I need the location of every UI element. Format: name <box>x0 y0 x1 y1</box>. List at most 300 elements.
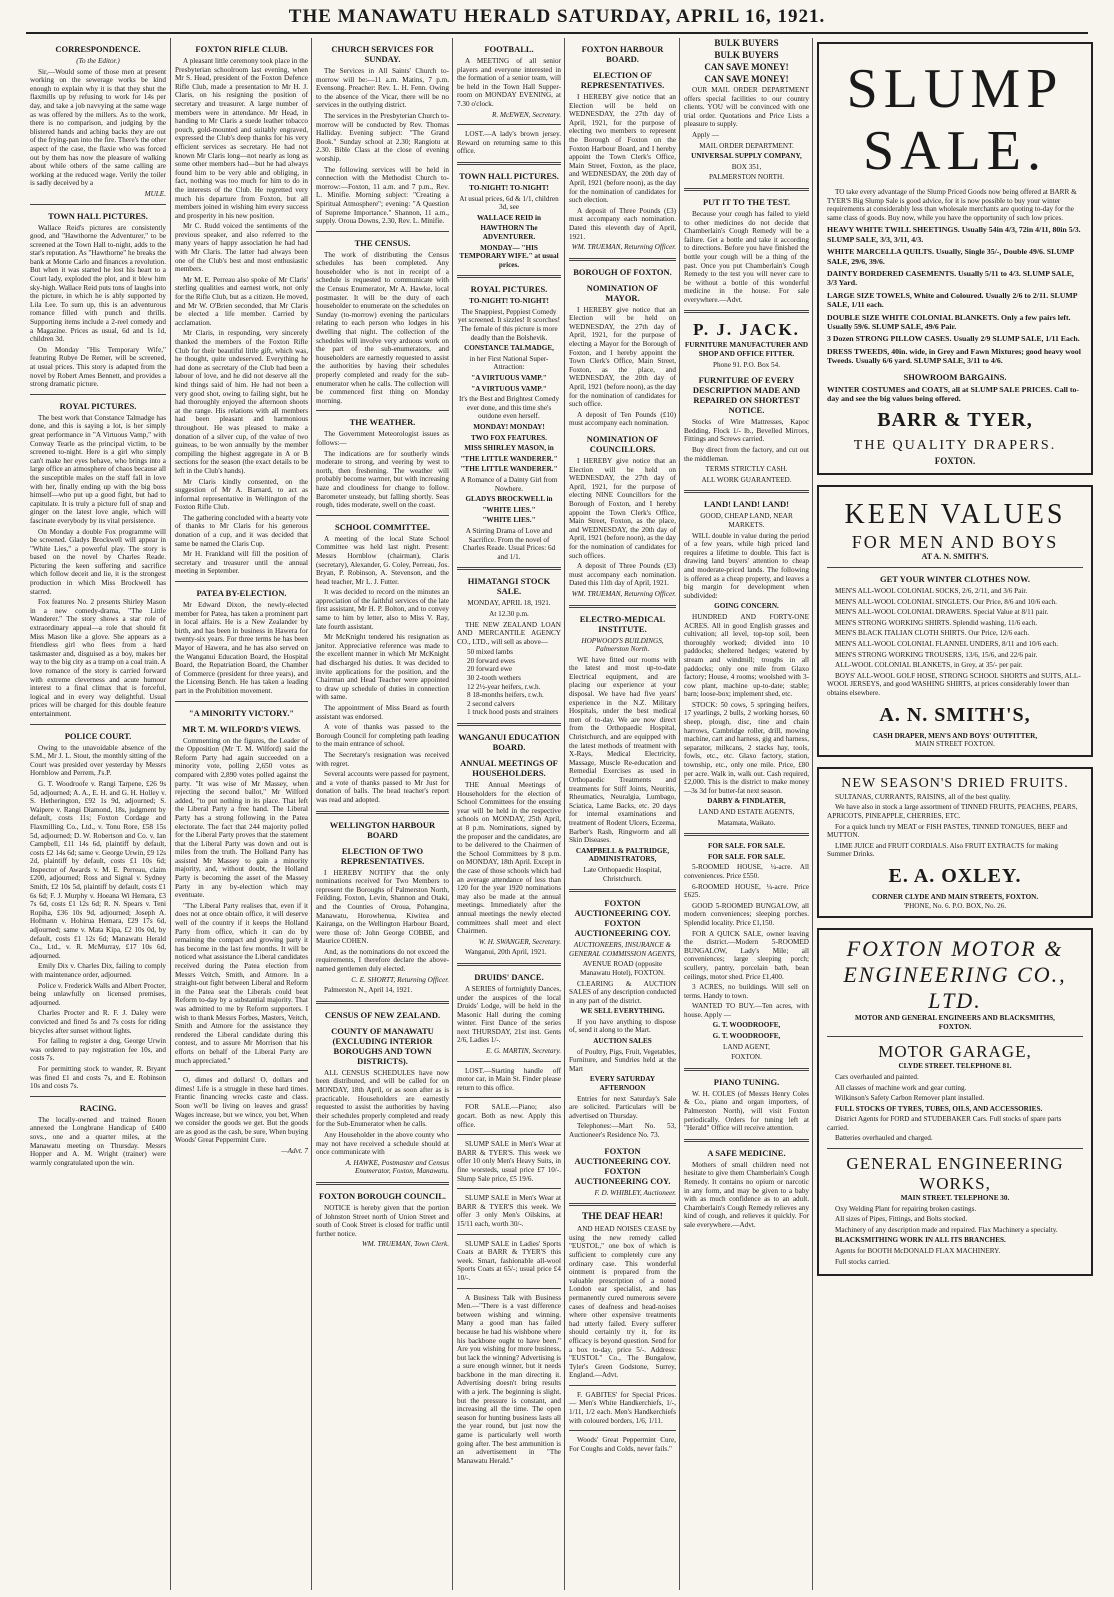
ad-line: GOING CONCERN. <box>714 602 779 611</box>
article-paragraph: The best work that Constance Talmadge has done, and this is saying a lot, is her simply great performance in "A Virtuous Vamp," with Conway Tearle as the principal victim, to be screened to-night. Here is a girl who simply can't make her eyes behave, who brings into a large office an atmosphere of chaos because all the susceptible males on the staff fall in love with her, finally ending up with the big boss himself—who put up a good fight, but had to capitulate. It is truly a picture full of snap and ginger on the latest love angle, which will fascinate everybody by its vital persistence. <box>30 413 166 525</box>
ad-item: BOYS' ALL-WOOL GOLF HOSE, STRONG SCHOOL SHORTS and SUITS, ALL-WOOL JERSEYS, and good WASHING SHIRTS, at prices considerably lower than obtains elsewhere. <box>827 671 1081 697</box>
divider <box>684 833 809 836</box>
notice-paragraph: GOOD 5-ROOMED BUNGALOW, all modern conveniences; sleeping porches. Splendid locality. Price £1,150. <box>684 901 809 927</box>
heading-druids-dance: DRUIDS' DANCE. <box>474 971 544 982</box>
ad-item: We have also in stock a large assortment of TINNED FRUITS, PEACHES, PEARS, APRICOTS, PINEAPPLE, CHERRIES, ETC. <box>827 803 1078 820</box>
notice-paragraph: LOST.—Starting handle off motor car, in Main St. Finder please return to this office. <box>457 1066 561 1092</box>
dried-fruits-title: NEW SEASON'S DRIED FRUITS. <box>841 775 1069 791</box>
ad-line: A Stirring Drama of Love and Sacrifice. From the novel of Charles Reade. Usual Prices: 6d and 1/1. <box>462 526 556 561</box>
notice-paragraph: Wanganui, 20th April, 1921. <box>465 948 547 957</box>
foxton-motor-title: FOXTON MOTOR & ENGINEERING CO., LTD. <box>843 936 1067 1014</box>
article-paragraph: Fox features No. 2 presents Shirley Mason in a new comedy-drama, "The Little Wanderer." The story shows a star role of extraordinary appeal—a role that should fit Miss Mason like a glove. She appears as a friendless girl who flees from a hard taskmaster and, disguised as a boy, makes her way to the big city as a tramp on a coal train. A love romance of the story is carried forward with extreme cleverness and acute humour interest to a final climax that is forceful, logical and in every way delightful. Usual prices will be charged for this double feature entertainment. <box>30 598 166 718</box>
column-3 <box>311 38 453 1590</box>
divider <box>175 581 308 582</box>
signature: WM. TRUEMAN, Returning Officer. <box>571 589 676 598</box>
article-paragraph: Commenting on the figures, the Leader of the Opposition (Mr T. M. Wilford) said the Reform Party had again succeeded on a minority vote, polling 2,650 votes as compared with 2,890 votes polled against the party. "It was wise of Mr Massey, when rejecting the second ballot," Mr Wilford added, "to put nothing in its place. That left the Liberal Party a free hand. The Liberal Party has a strong following in the Patea electorate. The fact that 244 majority polled for the Liberal Party proves that the statement that the Liberal Party was down and out is miles from the truth. The Holland Party has assisted Mr Massey to gain a minority majority, and, without doubt, the Holland Party is becoming the asset of the Massey Party in any by-election which may eventuate. <box>175 736 308 900</box>
divider <box>457 723 561 726</box>
article-paragraph: For permitting stock to wander, R. Bryant was fined £1 and costs 7s, and E. Robinson 10s and costs 7s. <box>30 1064 166 1091</box>
keen-values-at: AT A. N. SMITH'S. <box>921 552 989 562</box>
ad-item: Wilkinson's Safety Carbon Remover plant installed. <box>835 1094 985 1103</box>
heading-borough: BOROUGH OF FOXTON. <box>573 266 672 277</box>
ad-line: TERMS STRICTLY CASH. <box>705 465 788 474</box>
ad-line: WE SELL EVERYTHING. <box>580 1007 665 1016</box>
ad-line: MISS SHIRLEY MASON, in <box>464 444 554 453</box>
ad-item: Cars overhauled and painted. <box>835 1072 919 1081</box>
divider <box>684 1068 809 1071</box>
divider <box>457 1234 561 1235</box>
heading-correspondence: CORRESPONDENCE. <box>55 44 141 54</box>
heading-councillors: NOMINATION OF COUNCILLORS. <box>586 434 659 454</box>
notice-paragraph: THE Annual Meetings of Householders for the election of School Committees for the ensuing year will be held in the respective schools on MONDAY, 25th April, at 8 p.m. Nominations, signed by the proposer and the candidates, are to be delivered to the Chairmen of the School Committees by 8 p.m. on MONDAY, 18th April. Except in the case of those schools which had an average attendance of less than 120 for the year 1920 nominations may also be made at the annual meetings. Immediately after the annual meetings the newly elected committees shall meet and elect Chairmen. <box>457 781 561 936</box>
article-paragraph: The services in the Presbyterian Church to-morrow will be conducted by Rev. Thomas Halliday. Evening subject: "The Grand Book." Sunday school at 2.30; Rangiotu at 2.30. Bible Class at the close of evening worship. <box>316 111 449 163</box>
ad-item: ALL-WOOL COLONIAL BLANKETS, in Grey, at 35/- per pair. <box>835 661 1023 670</box>
notice-paragraph: CLEARING & AUCTION SALES of any description conducted in any part of the district. <box>569 979 676 1005</box>
ad-item: WINTER COSTUMES and COATS, all at SLUMP SALE PRICES. Call to-day and see the big values being offered. <box>827 384 1079 404</box>
article-paragraph: On Monday "His Temporary Wife," featuring Rubye De Remer, will be screened, at usual prices. This story is adapted from the novel by Robert Ames Bennett, and provides a strong dramatic picture. <box>30 345 166 389</box>
heading-wellington-harbour: WELLINGTON HARBOUR BOARD <box>329 819 436 840</box>
ad-item: DOUBLE SIZE WHITE COLONIAL BLANKETS. Only a few pairs left. Usually 59/6. SLUMP SALE, 49/6 Pair. <box>827 312 1071 332</box>
ad-line: TWO FOX FEATURES. <box>471 433 547 442</box>
ad-slump-sale <box>817 42 1093 475</box>
ad-line: WALLACE REID in <box>477 213 541 222</box>
ad-line: BULK BUYERS <box>714 38 779 48</box>
ad-line: CAN SAVE MONEY! <box>704 74 789 84</box>
general-engineering-title: GENERAL ENGINEERING WORKS, <box>846 1154 1064 1194</box>
divider <box>457 1188 561 1189</box>
heading-election-reps: ELECTION OF TWO REPRESENTATIVES. <box>340 845 425 866</box>
ad-item: MEN'S ALL-WOOL COLONIAL SINGLETS. Our Price, 8/6 and 10/6 each. <box>835 597 1057 606</box>
ad-line: "A VIRTUOUS VAMP." <box>471 384 547 393</box>
heading-furniture: FURNITURE OF EVERY DESCRIPTION MADE AND REPAIRED ON SHORTEST NOTICE. <box>692 375 801 416</box>
notice-paragraph: I HEREBY give notice that an Election will be held on WEDNESDAY, the 27th day of April, 1921, for the purpose of electing NINE Councillors for the Borough of Foxton, and I hereby appoint the Town Clerk's Office, Main Street, Foxton, as the place, and WEDNESDAY, the 20th day of April, 1921 (before noon), as the day for the nomination of candidates for such offices. <box>569 457 676 560</box>
signature: —Advt. 7 <box>281 1146 308 1155</box>
article-paragraph: G. T. Woodroofe v. Rangi Tarpene, £26 9s 5d, adjourned; A. A., E. H. and G. H. Holley v. S. Hetherington, £92 1s 9d, adjourned; S. Waipere v. Rangi Diamond, 18s, judgment by default, costs 11s; Foxton Cordage and Flaxmilling Co., Ltd., v. Tonu Rore, £58 15s 5d, adjourned; D. W. Robertson and Co. v. Ian Campbell, £11 14s 6d, plaintiff by default, costs £2 14s 6d; same v. George Urwin, £9 12s 2d, plaintiff by default, costs £1 10s 6d; Inspector of Awards v. M. E. Perreau, claim £200, adjourned; Ross and Signal v. Sydney Smith, £2 10s 5d, plaintiff by default, costs £1 6s 6d; F. J. Murphy v. Hoeana Wi Hemara, £3 7s 6d, costs £1 12s 6d; R. N. Spears v. Teni Ropiha, £36 10s 9d, adjourned; Joseph A. Hofmann v. Hohirua Hemara, £29 17s 6d, adjourned; same v. Mata Kipa, £2 10s 0d, by default, costs £1 12s 6d; Manawatu Herald Co., Ltd., v. R. McMurray, £17 10s 6d, adjourned. <box>30 779 166 960</box>
ad-line: TO-NIGHT! TO-NIGHT! <box>469 297 549 306</box>
ad-item: LIME JUICE and FRUIT CORDIALS. Also FRUIT EXTRACTS for making Summer Drinks. <box>827 841 1058 859</box>
ad-line: ALL WORK GUARANTEED. <box>701 475 792 484</box>
ad-foxton-motor <box>817 928 1093 1276</box>
ad-item: DRESS TWEEDS, 40in. wide, in Grey and Fawn Mixtures; good heavy wool Tweeds. Usually 6/6 yard. SLUMP SALE, 3/11 to 4/6. <box>827 346 1081 366</box>
ad-item: MEN'S ALL-WOOL COLONIAL DRAWERS. Special Value at 8/11 pair. <box>835 608 1049 617</box>
ad-line: MAIN STREET. TELEPHONE 30. <box>900 1194 1010 1203</box>
firm-tagline: THE QUALITY DRAPERS. <box>853 438 1057 454</box>
masthead: THE MANAWATU HERALD SATURDAY, APRIL 16, 1921. <box>288 6 826 27</box>
notice-paragraph: SLUMP SALE in Men's Wear at BARR & TYER'S. This week we offer 10 only Men's Heavy Suits, in fine worsteds, usual price £7 10/-. Slump Sale price, £5 19/6. <box>457 1140 561 1183</box>
divider <box>684 188 809 191</box>
ad-line: "THE LITTLE WANDERER." <box>460 454 558 463</box>
divider <box>569 605 676 608</box>
subheading: (To the Editor.) <box>76 57 120 65</box>
heading-election-reps: ELECTION OF REPRESENTATIVES. <box>580 70 665 90</box>
article-paragraph: Mr Edward Dixon, the newly-elected member for Patea, has taken a prominent part in local affairs. He is a New Zealander by birth, and has been in business in Hawera for twenty-six years. For three terms he has been Mayor of Hawera, and he has also served on the Wanganui Education Board, the Hospital Board, the Repatriation Board, the Chamber of Commerce (president for three years), and the Licensing Bench. He has taken a leading part in the Prohibition movement. <box>175 601 308 695</box>
divider <box>316 515 449 516</box>
heading-education-board: WANGANUI EDUCATION BOARD. <box>458 732 560 753</box>
heading-town-hall-ad: TOWN HALL PICTURES. <box>459 170 559 181</box>
divider <box>569 1430 676 1431</box>
notice-paragraph: STOCK: 50 cows, 5 springing heifers, 17 yearlings, 2 bulls, 2 working horses, 60 sheep, plough, disc, tine and chain harrows, Cambridge roller, drill, mowing machine, cart and harness, gig and harness, separator, milkcans, 2 stacks hay, tools, fowls, etc., etc. Glaxo factory, station, township, etc., only one mile. Price, £80 per acre. Walk in, walk out. Cash required, £2,000. This is the district to make money —3s 3d for butter-fat next season. <box>684 700 809 795</box>
notice-paragraph: FOR A QUICK SALE, owner leaving the district.—Modern 5-ROOMED BUNGALOW, Lady's Mile; all conveniences; large sleeping porch; scullery, pantry, porcelain bath, bean ceilings, motor shed. Price £1,400. <box>684 929 809 981</box>
heading-put-to-test: PUT IT TO THE TEST. <box>702 196 791 207</box>
column-2 <box>170 38 312 1590</box>
notice-paragraph: Palmerston N., April 14, 1921. <box>324 986 413 995</box>
article-paragraph: "The Liberal Party realises that, even if it does not at once obtain office, it will deserve well of the country if it keeps the Holland Party from office, which it can do by remaining the compact and growing party it has become in the last few months. It will be noticed what assistance the Liberal candidates received during the Patea election from Messrs Veitch, Smith, and Atmore. In a straight-out fight between Liberal and Reform in the Patea seat the Liberals could beat Reform to-day by a substantial majority. That was admitted to me by Reform supporters. I wish to thank Messrs Forbes, Masters, Veitch, Smith and Atmore for the assistance they rendered the Liberal candidate during this contest, and to assure Mr Morrison that his efforts on behalf of the Liberal Party are much appreciated." <box>175 901 308 1065</box>
ad-line: FOR SALE. FOR SALE. <box>708 852 785 861</box>
notice-paragraph: Because your cough has failed to yield to other medicines do not decide that Chamberlain's Cough Remedy will be a failure. Get a bottle and take it according to directions. Before you have finished the bottle your cough will be a thing of the past. Once you put Chamberlain's Cough Remedy to the test you will never care to be without a bottle of this wonderful medicine in the house. For sale everywhere.—Advt. <box>684 209 809 304</box>
notice-paragraph: 3 ACRES, no buildings. Will sell on terms. Handy to town. <box>684 983 809 1000</box>
ad-dried-fruits <box>817 767 1093 918</box>
article-paragraph: Police v. Frederick Walls and Albert Procter, being unlawfully on licensed premises, adjourned. <box>30 981 166 1007</box>
notice-paragraph: Stocks of Wire Mattresses, Kapoc Bedding, Flock 1/- lb., Bevelled Mirrors, Fittings and Screws carried. <box>684 418 809 444</box>
article-paragraph: On Monday a double Fox programme will be screened. Gladys Brockwell will appear in "White Lies," a powerful play. The story is based on the novel by Charles Reade. Picturing the keen suffering and sacrifice which follow deceit and lie, it is the strongest production in which Miss Brockwell has starred. <box>30 527 166 596</box>
ad-line: FOXTON. <box>731 1053 762 1062</box>
divider <box>457 567 561 570</box>
ad-item: MEN'S ALL-WOOL COLONIAL SOCKS, 2/6, 2/11, and 3/6 Pair. <box>835 587 1028 596</box>
firm-oxley: E. A. OXLEY. <box>888 864 1022 887</box>
keen-values-sub: FOR MEN AND BOYS <box>851 532 1059 553</box>
ad-item: FULL STOCKS OF TYRES, TUBES, OILS, AND ACCESSORIES. <box>835 1104 1043 1113</box>
notice-paragraph: THE NEW ZEALAND LOAN AND MERCANTILE AGENCY CO., LTD., will sell as above— <box>457 620 561 646</box>
divider <box>569 258 676 261</box>
ad-line: At usual prices, 6d & 1/1, children 3d, see <box>459 194 559 212</box>
ad-item: Full stocks carried. <box>835 1257 890 1266</box>
ad-line: "WHITE LIES." <box>482 505 536 514</box>
signature: MULE. <box>144 189 166 198</box>
notice-paragraph: of Poultry, Pigs, Fruit, Vegetables, Furniture, and Sundries held at the Mart <box>569 1047 676 1073</box>
article-paragraph: The Government Meteorologist issues as follows:— <box>316 430 449 447</box>
notice-paragraph: I HEREBY give notice that an Election will be held on WEDNESDAY, the 27th day of April, 1921, for the purpose of electing a Mayor for the Borough of Foxton, and I hereby appoint the Town Clerk's Office, Main Street, Foxton, as the place, and WEDNESDAY, the 20th day of April, 1921 (before noon), as the day for the nomination of candidates for such office. <box>569 305 676 409</box>
heading-safe-medicine: A SAFE MEDICINE. <box>707 1147 786 1158</box>
keen-values-title: KEEN VALUES <box>844 499 1066 531</box>
ad-line: MONDAY, APRIL 18, 1921. <box>467 599 551 608</box>
masthead-rule <box>26 32 1088 34</box>
ad-line: PALMERSTON NORTH. <box>708 173 785 182</box>
stock-list: 50 mixed lambs 20 forward ewes 20 forward ewe 30 2-tooth wethers 12 2½-year heifers, r.w.h. 8 18-months heifers, r.w.h. 2 second calvers 1 truck hood posts and strainers <box>467 648 559 717</box>
heading-minority-victory: "A MINORITY VICTORY." <box>188 707 295 718</box>
heading-showroom: SHOWROOM BARGAINS. <box>903 371 1007 382</box>
ad-item: 3 Dozen STRONG PILLOW CASES. Usually 2/9 SLUMP SALE, 1/11 Each. <box>827 334 1080 344</box>
ad-line: CLYDE STREET. TELEPHONE 81. <box>898 1062 1012 1071</box>
divider <box>569 889 676 892</box>
article-paragraph: A vote of thanks was passed to the Borough Council for completing path leading to the main entrance of school. <box>316 723 449 749</box>
ad-line: FOR SALE. FOR SALE. <box>708 842 785 851</box>
article-paragraph: It was decided to record on the minutes an appreciation of the faithful services of the late first assistant, Mr H. P. Bolton, and to convey same to him by letter, also to Miss V. Ray, late fourth assistant. <box>316 588 449 631</box>
heading-football: FOOTBALL. <box>484 44 534 54</box>
article-paragraph: The following services will be held in connection with the Methodist Church to-morrow:—Foxton, 11 a.m. and 7 p.m., Rev. L. Minifie. Morning subject: "Creating a Spiritual Atmosphere"; evening: "A Question of Supreme Importance." Shannon, 11 a.m., supply. Oroua Downs, 2.30, Rev. L. Minifie. <box>316 165 449 226</box>
divider <box>827 1148 1083 1149</box>
ad-item: MEN'S STRONG WORKING TROUSERS, 13/6, 15/6, and 22/6 pair. <box>835 650 1038 659</box>
article-paragraph: Mr Claris, in responding, very sincerely thanked the members of the Foxton Rifle Club for their beautiful little gift, which was, he thought, quite undeserved. Everything he had done as secretary of the Club had been a labour of love, and he did not deserve all the kind things said of him. He had not been a very good shot, owing to failing sight, but he had thoroughly enjoyed the afternoon shoots at the range. His relations with all members had been pleasant and harmonious throughout. He was pleased to make a donation of a silver cup, of the value of two guineas, to be won annually by the member compiling the highest aggregate in A or B sections for the season (the exact details to be left in the Club's hands). <box>175 329 308 475</box>
divider <box>827 567 1083 568</box>
ad-item: BLACKSMITHING WORK IN ALL ITS BRANCHES. <box>835 1236 1006 1245</box>
heading-school-committee: SCHOOL COMMITTEE. <box>335 521 430 532</box>
divider <box>457 1061 561 1062</box>
article-paragraph: A pleasant little ceremony took place in the Presbyterian schoolroom last evening, when Mr S. Head, president of the Foxton Defence Rifle Club, made a presentation to Mr H. J. Claris, on his resigning the position of secretary and treasurer. A large number of members were in attendance. Mr Head, in handing to Mr Claris a suede leather tobacco pouch, gold-mounted and suitably engraved, expressed the Club's deep thanks for his very efficient services as secretary. He had not known Mr Claris long—not nearly as long as some other members had—but he had always found him to be very able and obliging, in fact, nothing was too much for him to do in the interests of the Club. He regretted very much his departure from Foxton, but all members joined in wishing him every success and prosperity in his new position. <box>175 57 308 220</box>
article-paragraph: Mr H. Frankland will fill the position of secretary and treasurer until the annual meeting in September. <box>175 550 308 576</box>
divider <box>30 204 166 205</box>
ad-line: MONDAY! MONDAY! <box>473 423 545 431</box>
notice-paragraph: 6-ROOMED HOUSE, ¼-acre. Price £625. <box>684 882 809 900</box>
notice-paragraph: 5-ROOMED HOUSE, ¼-acre. All conveniences. Price £550. <box>684 863 809 880</box>
heading-patea: PATEA BY-ELECTION. <box>196 588 287 599</box>
article-paragraph: Mr McKnight tendered his resignation as janitor. Appreciative reference was made to the excellent manner in which Mr McKnight had discharged his duties. It was decided to invite applications for the position, and the Chairman and Head Teacher were appointed to draw up schedule of duties in connection with same. <box>316 633 449 702</box>
notice-paragraph: A deposit of Three Pounds (£3) must accompany each nomination. Dated this eleventh day of April, 1921. <box>569 206 676 241</box>
notice-paragraph: And, as the nominations do not exceed the requirements, I therefore declare the above-named gentlemen duly elected. <box>316 947 449 974</box>
notice-paragraph: I HEREBY NOTIFY that the only nominations received for Two Members to represent the Boroughs of Palmerston North, Feilding, Foxton, Levin, Shannon and Otaki, and the Counties of Oroua, Pohangina, Manawatu, Horowhenua, Kiwitea and Kairanga, on the Wellington Harbour Board, were those of: John George COBBE, and Maurice COHEN. <box>316 868 449 946</box>
advert-verse: O, dimes and dollars! O, dollars and dimes! Life is a struggle in these hard times. Frantic financing wrecks caste and class. Soon we'll be living on leaves and grass! Wages increase, but we wince, you bet, When we consider the goods we get. But the goods are as good as the cash, be sure, When buying Woods' Great Peppermint Cure. <box>175 1076 308 1145</box>
ad-line: LAND AGENT, <box>723 1042 770 1051</box>
notice-paragraph: Buy direct from the factory, and cut out the middleman. <box>684 446 809 463</box>
notice-paragraph: WE have fitted our rooms with the latest and most up-to-date Electrical equipment, and are placing our experience at your disposal. We have had five years' experience in the N.Z. Military Hospitals, under the best medical men of to-day. We are now direct from the Orthopaedic Hospital, Christchurch, and are equipped with the latest methods of treatment with X-Rays, Medical Electricity, Massage, Muscle Re-education and Remedial Exercises as used in Orthopaedic Treatments and treatments for Stiff Joints, Neuritis, Rheumatics, Neuralgia, Lumbago, Sciatica, Lame Backs, etc. 20 days for internal examinations and treatment of Rodent Ulcers, Eczema, Barber's Rash, Ringworm and all Skin Diseases. <box>569 655 676 845</box>
ad-item: Machinery of any description made and repaired. Flax Machinery a specialty. <box>835 1225 1058 1234</box>
notice-paragraph: WANTED TO BUY.—Ten acres, with house. Apply — <box>684 1002 809 1019</box>
heading-rifle-club: FOXTON RIFLE CLUB. <box>195 44 288 54</box>
firm-tagline: CASH DRAPER, MEN'S AND BOYS' OUTFITTER, <box>872 731 1038 740</box>
ad-line: MAIL ORDER DEPARTMENT. <box>699 141 794 150</box>
heading-royal-ad: ROYAL PICTURES. <box>470 284 548 295</box>
heading-census: THE CENSUS. <box>354 237 411 248</box>
article-paragraph: The gathering concluded with a hearty vote of thanks to Mr Claris for his generous donation of a cup, and it was decided that same be named the Claris Cup. <box>175 513 308 548</box>
ad-line: Phone 91. P.O. Box 54. <box>712 360 781 369</box>
divider <box>684 1139 809 1142</box>
ad-line: TO-NIGHT! TO-NIGHT! <box>469 183 549 192</box>
ad-line: CAN SAVE MONEY! <box>704 62 789 72</box>
ad-item: Batteries overhauled and charged. <box>835 1134 933 1143</box>
heading-borough-council: FOXTON BOROUGH COUNCIL. <box>318 1190 447 1201</box>
notice-paragraph: A Business Talk with Business Men.—"There is a vast difference between wishing and winning. Many a good man has failed because he had his wishbone where his backbone ought to have been." Are you wishing for more business, but lack the winning? Advertising is a sure enough winner, but it needs backbone in the man directing it. Advertising doesn't bring results with a jerk. The beginning is slight, but the pressure is constant, and increasing all the time. The open season for hunting business lasts all the year round, but just now the game is particularly well worth going after. The best ammunition is an advertisement in "The Manawatu Herald." <box>457 1293 562 1465</box>
notice-paragraph: Telephones:—Mart No. 53, Auctioneer's Residence No. 73. <box>569 1122 676 1139</box>
article-paragraph: Owing to the unavoidable absence of the S.M., Mr J. L. Stout, the monthly sitting of the Court was presided over yesterday by Messrs Hornblow and Perrem, J's.P. <box>30 743 166 778</box>
firm-barr-tyer: BARR & TYER, <box>877 409 1033 432</box>
ad-line: UNIVERSAL SUPPLY COMPANY, <box>691 152 802 161</box>
notice-paragraph: Entries for next Saturday's Sale are solicited. Particulars will be advertised on Thursday. <box>569 1094 676 1120</box>
notice-paragraph: LOST.—A lady's brown jersey. Reward on returning same to this office. <box>457 130 561 156</box>
foxton-motor-location: FOXTON. <box>938 1022 972 1031</box>
article-paragraph: Several accounts were passed for payment, and a vote of thanks passed to Mr Just for donation of balls. The head teacher's report was read and adopted. <box>316 770 449 804</box>
article-paragraph: The appointment of Miss Beard as fourth assistant was endorsed. <box>316 704 449 721</box>
notice-paragraph: Any Householder in the above county who may not have received a schedule should at once communicate with <box>316 1131 449 1157</box>
column-7 <box>812 38 1097 1590</box>
ad-line: CAMPBELL & PALTRIDGE, ADMINISTRATORS, <box>575 846 670 864</box>
divider <box>457 1097 561 1098</box>
ad-line: It's the Best and Brightest Comedy ever done, and this time she's outdone even herself. <box>458 395 560 421</box>
divider <box>569 1385 676 1386</box>
heading-racing: RACING. <box>79 1102 117 1113</box>
article-paragraph: Charles Procter and R. F. J. Daley were convicted and fined 5s and 7s costs for riding bicycles after sunset without lights. <box>30 1009 166 1035</box>
heading-auctioneering: FOXTON AUCTIONEERING COY. FOXTON AUCTIONEERING COY. <box>574 1145 671 1186</box>
ad-line: in her First National Super-Attraction: <box>469 354 549 372</box>
divider <box>457 124 561 125</box>
article-paragraph: Mr Claris kindly consented, on the suggestion of Mr A. Barnard, to act as informal representative in Wellington of the Foxton Rifle Club. <box>175 477 308 512</box>
notice-paragraph: A SERIES of fortnightly Dances, under the auspices of the local Druids' Lodge, will be held in the Masonic Hall during the coming winter. First Dance of the series next THURSDAY, 21st inst. Gents 2/6, Ladies 1/-. <box>457 984 561 1045</box>
motor-garage-title: MOTOR GARAGE, <box>878 1042 1032 1062</box>
ad-item: LARGE SIZE TOWELS, White and Coloured. Usually 2/6 to 2/11. SLUMP SALE, 1/11 each. <box>827 290 1078 310</box>
subheading: HOPWOOD'S BUILDINGS, Palmerston North. <box>581 636 664 654</box>
ad-line: BOX 351, <box>731 162 762 171</box>
ad-line: HAWTHORN The ADVENTURER. <box>480 224 538 241</box>
article-paragraph: Mr M. E. Perreau also spoke of Mr Claris' sterling qualities and earnest work, not only for the Rifle Club, but as a citizen. He moved, and Mr W. O'Brien seconded, that Mr Claris be elected a life member. Carried by acclamation. <box>175 275 308 327</box>
ad-line: EVERY SATURDAY AFTERNOON <box>589 1075 656 1093</box>
article-paragraph: The Secretary's resignation was received with regret. <box>316 750 449 768</box>
notice-paragraph: Woods' Great Peppermint Cure, For Coughs and Colds, never fails." <box>569 1436 676 1453</box>
divider <box>457 1134 561 1135</box>
ad-item: DAINTY BORDERED CASEMENTS. Usually 5/11 to 4/3. SLUMP SALE, 3/3 Yard. <box>827 269 1074 288</box>
ad-line: AVENUE ROAD (opposite Manawatu Hotel), FOXTON. <box>580 960 665 977</box>
ad-line: MONDAY— "HIS TEMPORARY WIFE." at usual prices. <box>459 243 559 269</box>
ad-line: GOOD, CHEAP LAND, NEAR MARKETS. <box>700 512 793 529</box>
ad-line: Late Orthopaedic Hospital, Christchurch. <box>583 865 662 883</box>
article-paragraph: Wallace Reid's pictures are consistently good, and "Hawthorne the Adventurer," to be screened at the Town Hall to-night, adds to the star's reputation. As "Hawthorne" he breaks the bank at Monte Carlo and finances a revolution. But when it was started he lost his heart to a Court lady, exploded the plot, and it blew him sky-high. Wallace Reid puts tons of laughs into the picture, in which he is ably supported by Lila Lee. To sum up, this is an adventurous romance filled with punch and thrills. Supporting items include a 2-reel comedy and a Magazine. Prices as usual, 6d and 1s 1d, children 3d. <box>30 223 166 344</box>
ad-keen-values <box>817 485 1093 756</box>
ad-item: All sizes of Pipes, Fittings, and Bolts stocked. <box>835 1215 968 1224</box>
divider <box>457 275 561 278</box>
ad-line: G. T. WOODROOFE, <box>712 1032 781 1041</box>
signature: W. H. SWANGER, Secretary. <box>478 937 561 946</box>
signature: F. D. WHIBLEY, Auctioneer. <box>594 1188 676 1197</box>
ad-line: AUCTION SALES <box>593 1037 652 1046</box>
foxton-motor-sub: MOTOR AND GENERAL ENGINEERS AND BLACKSMITHS, <box>855 1014 1055 1023</box>
ad-line: "THE LITTLE WANDERER." <box>460 465 558 474</box>
signature: WM. TRUEMAN, Returning Officer. <box>571 243 676 252</box>
divider <box>175 701 308 702</box>
heading-mayor: NOMINATION OF MAYOR. <box>586 282 659 303</box>
heading-royal-pictures: ROYAL PICTURES. <box>59 400 137 411</box>
article-paragraph: The Services in All Saints' Church to-morrow will be:—11 a.m. Matins, 7 p.m. Evensong. Preacher: Rev. L. H. Fenn. Owing to the absence of the Vicar, there will be no services in the outlying district. <box>316 67 449 110</box>
divider <box>457 162 561 165</box>
divider <box>316 410 449 411</box>
article-paragraph: For failing to register a dog, George Urwin was ordered to pay registration fee 10s, and costs 7s. <box>30 1037 166 1063</box>
divider <box>827 1036 1083 1037</box>
ad-item: Oxy Welding Plant for repairing broken castings. <box>835 1204 977 1213</box>
article-paragraph: The indications are for southerly winds moderate to strong, and veering by west to north, then freshening. The weather will probably become warmer, but with increasing haze and cloudiness for change to follow. Barometer unsteady, but falling shortly. Seas rough, tides moderate, swell on the coast. <box>316 449 449 510</box>
ad-item: All classes of machine work and gear cutting. <box>835 1083 967 1092</box>
notice-paragraph: WILL double in value during the period of a few years, while high priced land requires a lifetime to double. This fact is drawing land buyers' attention to cheap and moderate-priced lands. The following is offered as a cheap property, and leaves a big margin for development when subdivided: <box>684 531 809 600</box>
heading-land: LAND! LAND! LAND! <box>704 499 789 510</box>
column-5 <box>564 38 680 1590</box>
ad-item: Agents for BOOTH McDONALD FLAX MACHINERY. <box>835 1247 1001 1256</box>
divider <box>316 231 449 232</box>
ad-item: MEN'S ALL-WOOL COLONIAL FLANNEL UNDERS, 8/11 and 10/6 each. <box>835 640 1059 649</box>
ad-line: "A VIRTUOUS VAMP." <box>471 374 547 383</box>
signature: E. G. MARTIN, Secretary. <box>486 1047 561 1056</box>
signature: C. E. SHORTT, Returning Officer. <box>351 975 449 984</box>
column-6 <box>679 38 813 1590</box>
notice-paragraph: I HEREBY give notice that an Election will be held on WEDNESDAY, the 27th day of April, 1921, for the purpose of electing two members to represent the Borough of Foxton on the Foxton Harbour Board, and I hereby appoint the Town Clerk's Office, Main Street, Foxton, as the place, and WEDNESDAY, the 20th day of April, 1921 (before noon), as the day for the nomination of candidates for such election. <box>569 93 676 205</box>
article-paragraph: The work of distributing the Census schedules has been completed. Any householder who is not in receipt of a schedule is requested to communicate with the Census Enumerator, Mr A. Hawke, local postmaster. It will be the duty of each householder to enumerate on the schedules on Sunday (to-morrow) evening the particulars relating to each person who lodges in his dwelling that night. The collection of the schedules will involve very arduous work on the part of the sub-enumerators, and householders are earnestly requested to assist the authorities by having their schedules properly completed and ready for the sub-enumerator when he calls. The collection will be commenced first thing on Monday morning. <box>316 250 449 405</box>
signature: R. McEWEN, Secretary. <box>492 110 561 119</box>
ad-item: WHITE MARCELLA QUILTS. Usually, Single 35/-, Double 49/6. SLUMP SALE, 29/6, 39/6. <box>827 247 1074 266</box>
ad-line: LAND AND ESTATE AGENTS, <box>698 808 795 816</box>
ad-line: DARBY & FINDLATER, <box>707 797 786 806</box>
divider <box>175 1070 308 1071</box>
ad-item: HEAVY WHITE TWILL SHEETINGS. Usually 54in 4/3, 72in 4/11, 80in 5/3. SLUMP SALE, 3/3, 3/11, 4/3. <box>827 225 1081 244</box>
divider <box>684 310 809 313</box>
divider <box>457 963 561 966</box>
column-1 <box>26 38 170 1590</box>
heading-census-nz: CENSUS OF NEW ZEALAND. <box>324 1009 441 1020</box>
subheading: AUCTIONEERS, INSURANCE & GENERAL COMMISSION AGENTS, <box>569 941 676 958</box>
article-paragraph: Emily Dix v. Charles Dix, failing to comply with maintenance order, adjourned. <box>30 962 166 979</box>
divider <box>684 490 809 493</box>
heading-wilford: MR T. M. WILFORD'S VIEWS. <box>182 723 301 734</box>
firm-location: MAIN STREET FOXTON. <box>915 740 995 749</box>
heading-weather: THE WEATHER. <box>349 417 416 428</box>
signature: WM. TRUEMAN, Town Clerk. <box>361 1240 449 1249</box>
notice-paragraph: ALL CENSUS SCHEDULES have now been distributed, and will be called for on MONDAY, 18th April, or as soon after as is practicable. Householders are earnestly requested to assist the authorities by having their schedules properly completed and ready for the Sub-Enumerator when he calls. <box>316 1068 449 1129</box>
divider <box>569 1203 676 1206</box>
divider <box>30 1096 166 1097</box>
column-4 <box>452 38 565 1590</box>
firm-contact: 'PHONE, No. 6. P.O. BOX, No. 26. <box>903 901 1007 910</box>
ad-line: "WHITE LIES." <box>482 516 536 525</box>
ad-line: A Romance of a Dainty Girl from Nowhere. <box>460 475 558 493</box>
ad-line: BULK BUYERS <box>714 50 779 60</box>
notice-paragraph: F. GABITES' for Special Prices.— Men's White Handkerchiefs, 1/-, 1/11, 1/2 each. Men's Handkerchiefs with coloured borders, 1/6, 1/11. <box>569 1390 676 1425</box>
signature: A. HAWKE, Postmaster and Census Enumerator, Foxton, Manawatu. <box>345 1158 449 1176</box>
ad-line: Matamata, Waikato. <box>717 818 776 827</box>
divider <box>316 1182 449 1185</box>
notice-paragraph: W. H. COLES (of Messrs Henry Coles & Co., piano and organ importers, of Palmerston North), will visit Foxton periodically. Orders for tuning left at "Herald" Office will receive attention. <box>684 1089 809 1133</box>
article-paragraph: Mr C. Rudd voiced the sentiments of the previous speaker, and also referred to the many years of happy association he had had with Mr Claris. The latter had always been one of the Club's best and most enthusiastic members. <box>175 222 308 274</box>
heading-winter-clothes: GET YOUR WINTER CLOTHES NOW. <box>880 574 1030 585</box>
heading-deaf-hear: THE DEAF HEAR! <box>582 1212 663 1223</box>
article-paragraph: A meeting of the local State School Committee was held last night. Present: Messrs Hornblow (chairman), Claris (secretary), Alexander, G. Coley, Perreau, Jos. Bryan, P. Robinson, A. Stevenson, and the head teacher, Mr L. J. Futter. <box>316 534 449 586</box>
heading-church-services: CHURCH SERVICES FOR SUNDAY. <box>331 44 434 64</box>
heading-county-manawatu: COUNTY OF MANAWATU (EXCLUDING INTERIOR BOROUGHS AND TOWN DISTRICTS). <box>331 1025 434 1066</box>
notice-paragraph: A deposit of Ten Pounds (£10) must accompany each nomination. <box>569 410 676 428</box>
ad-line: The Snappiest, Peppiest Comedy yet screened. It sizzles! It scorches! The female of this picture is more deadly than the Bolshevik. <box>457 307 561 342</box>
heading-householders: ANNUAL MEETINGS OF HOUSEHOLDERS. <box>460 758 558 779</box>
notice-paragraph: A deposit of Three Pounds (£3) must accompany each nomination. Dated this 11th day of April, 1921. <box>569 562 676 588</box>
notice-paragraph: FOR SALE.—Piano; also gocart. Both as new. Apply this office. <box>457 1103 561 1129</box>
divider <box>30 724 166 725</box>
ad-item: District Agents for FORD and STUDEBAKER Cars. Full stocks of spare parts carried. <box>827 1115 1062 1132</box>
firm-address: CORNER CLYDE AND MAIN STREETS, FOXTON. <box>871 892 1039 901</box>
notice-paragraph: HUNDRED AND FORTY-ONE ACRES. All in good English grasses and cultivation; all level, top-top soil, been thoroughly worked; divided into 10 paddocks; sheltered hedges; watered by stream and windmill; troughs in all paddocks; only one mile from Glaxo factory; House, 4 rooms; woolshed with 3-cow plant, machine up-to-date; stable; barn; loose-box; implement shed, etc. <box>684 612 809 699</box>
ad-line: GLADYS BROCKWELL in <box>465 495 553 504</box>
notice-paragraph: SLUMP SALE in Ladies' Sports Coats at BARR & TYER'S this week. Smart, fashionable all-wool Sports Coats at 65/-; usual price £4 10/-. <box>457 1239 561 1282</box>
heading-electro-medical: ELECTRO-MEDICAL INSTITUTE. <box>579 613 666 634</box>
notice-paragraph: Mothers of small children need not hesitate to give them Chamberlain's Cough Remedy. It contains no opium or narcotic in any form, and may be given to a baby with as much confidence as to an adult. Chamberlain's Cough Remedy relieves any kind of cough, and relieves it quickly. For sale everywhere.—Advt. <box>684 1160 809 1229</box>
notice-paragraph: If you have anything to dispose of, send it along to the Mart. <box>569 1017 676 1035</box>
notice-paragraph: A MEETING of all senior players and everyone interested in the formation of a senior team, will be held in the Town Hall Supper-room on MONDAY EVENING, at 7.30 o'clock. <box>457 57 561 108</box>
article-paragraph: Sir,—Would some of those men at present working on the sewerage works be kind enough to explain why it is that they shut the flaxmills up by refusing to work for 14s per day, and take a job navvying at the same wage as was offered by the millers. As to the work, there is no comparison, and judging by the blistered hands and aching backs they are out of the frying-pan into the fire. There's the other aspect of the case, the flaxie who was forced out by them has now the pleasure of walking about while others of the same calling are working at the reduced wage. Verily the toiler is sadly deceived by a <box>30 67 166 188</box>
heading-stock-sale: HIMATANGI STOCK SALE. <box>467 576 551 597</box>
notice-paragraph: AND HEAD NOISES CEASE by using the new remedy called "EUSTOL," one box of which is sufficient to completely cure any ordinary case. This wonderful ointment is prepared from the valuable prescription of a noted London ear specialist, and has permanently cured numerous severe cases of deafness and head-noises where other expensive treatments had utterly failed. Every sufferer should certainly try it, for its efficacy is beyond question. Send for a box to-day, price 5/-. Address: "EUSTOL" Co., The Bungalow, Tyler's Green Godstone, Surrey, England.—Advt. <box>569 1225 676 1380</box>
divider <box>30 394 166 395</box>
divider <box>457 1288 561 1289</box>
firm-pjack: P. J. JACK. <box>693 320 800 340</box>
article-paragraph: The locally-owned and trained Rouen annexed the Longbrane Handicap of £400 sovs., one and a quarter miles, at the Manawatu meeting on Thursday. Messrs Hopper and A. M. Wright (trainer) were warmly congratulated upon the win. <box>30 1115 166 1167</box>
ad-item: SULTANAS, CURRANTS, RAISINS, all of the best quality. <box>835 792 1011 801</box>
notice-paragraph: NOTICE is hereby given that the portion of Johnston Street north of Union Street and south of Cook Street is closed for traffic until further notice. <box>316 1203 449 1238</box>
notice-paragraph: OUR MAIL ORDER DEPARTMENT offers special facilities to our country clients. YOU will be convinced with one trial order. Quotations and Price Lists a pleasure to supply. <box>684 86 809 129</box>
heading-foxton-harbour: FOXTON HARBOUR BOARD. <box>581 44 664 64</box>
notice-paragraph: SLUMP SALE in Men's Wear at BARR & TYER'S this week. We offer 3 only Men's Oilskins, at 15/11 each, worth 30/-. <box>457 1194 561 1228</box>
firm-location: FOXTON. <box>934 456 976 467</box>
ad-item: MEN'S BLACK ITALIAN CLOTH SHIRTS. Our Price, 12/6 each. <box>835 629 1030 638</box>
ad-paragraph: TO take every advantage of the Slump Priced Goods now being offered at BARR & TYER'S Big Slump Sale is good advice, for it is now possible to buy your winter requirements at considerably less than wholesale merchants are quoting to-day for the same class of goods. Buy now, while you have the opportunity of such low prices. <box>827 188 1077 222</box>
divider <box>316 811 449 814</box>
heading-police-court: POLICE COURT. <box>64 730 132 741</box>
ad-line: FURNITURE MANUFACTURER AND SHOP AND OFFICE FITTER. <box>684 341 809 359</box>
ad-item: For a quick lunch try MEAT or FISH PASTES, TINNED TONGUES, BEEF and MUTTON. <box>827 822 1068 840</box>
ad-item: MEN'S STRONG WORKING SHIRTS. Splendid washing, 11/6 each. <box>835 618 1038 627</box>
firm-an-smith: A. N. SMITH'S, <box>879 703 1031 726</box>
ad-line: CONSTANCE TALMADGE, <box>464 344 554 353</box>
heading-piano-tuning: PIANO TUNING. <box>713 1076 780 1087</box>
notice-paragraph: Apply — <box>692 130 719 139</box>
ad-line: G. T. WOODROOFE, <box>712 1021 781 1030</box>
